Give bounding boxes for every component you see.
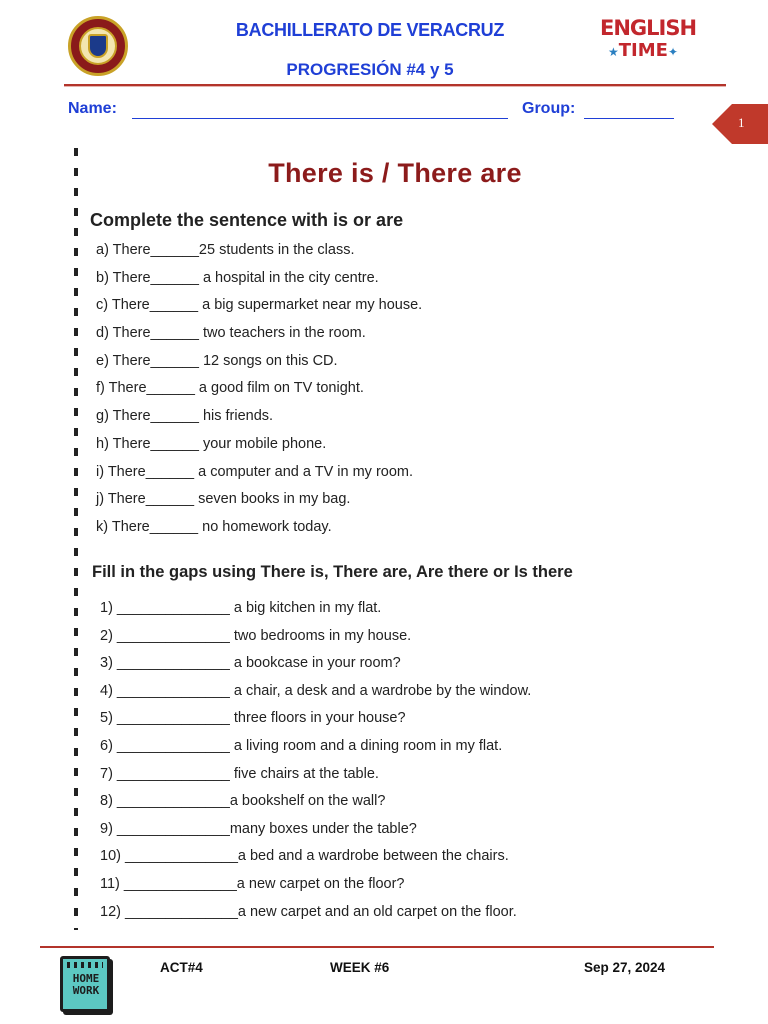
progression-title: PROGRESIÓN #4 y 5	[286, 60, 454, 79]
group-field-line[interactable]	[584, 118, 674, 119]
list-item: 11) ______________a new carpet on the floor?	[100, 875, 405, 892]
worksheet-title: There is / There are	[268, 158, 522, 188]
page-number-tab	[712, 104, 768, 144]
list-item: 12) ______________a new carpet and an old carpet on the floor.	[100, 903, 517, 920]
footer-date: Sep 27, 2024	[584, 960, 666, 975]
list-item: 3) ______________ a bookcase in your room?	[100, 655, 401, 672]
list-item: 5) ______________ three floors in your house?	[100, 710, 406, 727]
list-item: i) There______ a computer and a TV in my room.	[96, 463, 414, 480]
list-item: f) There______ a good film on TV tonight.	[96, 380, 364, 397]
notebook-rings	[67, 962, 103, 968]
list-item: b) There______ a hospital in the city centre.	[96, 269, 379, 286]
list-item: 4) ______________ a chair, a desk and a wardrobe by the window.	[100, 682, 532, 699]
shield-icon	[88, 34, 108, 58]
section2-heading: Fill in the gaps using There is, There are, Are there or Is there	[92, 563, 573, 581]
page-number: 1	[738, 115, 745, 130]
section1-heading: Complete the sentence with is or are	[90, 210, 404, 230]
star-icon: ✦	[667, 45, 678, 59]
name-field-line[interactable]	[132, 118, 508, 119]
list-item: 6) ______________ a living room and a dining room in my flat.	[100, 737, 503, 754]
list-item: k) There______ no homework today.	[96, 518, 332, 535]
list-item: 8) ______________a bookshelf on the wall?	[100, 793, 386, 810]
logo-text-english: ENGLISH	[600, 16, 697, 40]
list-item: c) There______ a big supermarket near my house.	[96, 297, 423, 314]
list-item: g) There______ his friends.	[96, 408, 274, 425]
week-number: WEEK #6	[330, 960, 390, 975]
list-item: e) There______ 12 songs on this CD.	[96, 352, 338, 369]
list-item: 2) ______________ two bedrooms in my house.	[100, 627, 412, 644]
list-item: j) There______ seven books in my bag.	[96, 491, 351, 508]
section1-list	[96, 242, 656, 547]
list-item: 1) ______________ a big kitchen in my flat.	[100, 600, 382, 616]
school-name: BACHILLERATO DE VERACRUZ	[235, 20, 505, 40]
list-item: d) There______ two teachers in the room.	[96, 325, 366, 342]
star-icon: ★	[607, 45, 619, 59]
header-divider	[64, 84, 726, 87]
list-item: 7) ______________ five chairs at the table.	[100, 765, 379, 782]
homework-icon-text: HOME WORK	[72, 972, 100, 997]
english-time-logo	[600, 16, 697, 76]
section2-list	[100, 600, 700, 931]
list-item: 10) ______________a bed and a wardrobe between the chairs.	[100, 848, 509, 865]
list-item: 9) ______________many boxes under the table?	[100, 820, 417, 837]
footer-divider	[40, 946, 714, 948]
activity-number: ACT#4	[160, 960, 203, 975]
group-label: Group:	[522, 100, 576, 117]
name-label: Name:	[68, 100, 117, 117]
dashed-cut-line	[74, 148, 78, 930]
logo-text-time: ★TIME✦	[607, 40, 678, 61]
homework-notebook-icon	[60, 956, 110, 1012]
seal-emblem	[79, 27, 117, 65]
list-item: a) There______25 students in the class.	[96, 242, 355, 258]
list-item: h) There______ your mobile phone.	[96, 435, 327, 452]
school-seal-logo	[68, 16, 128, 76]
